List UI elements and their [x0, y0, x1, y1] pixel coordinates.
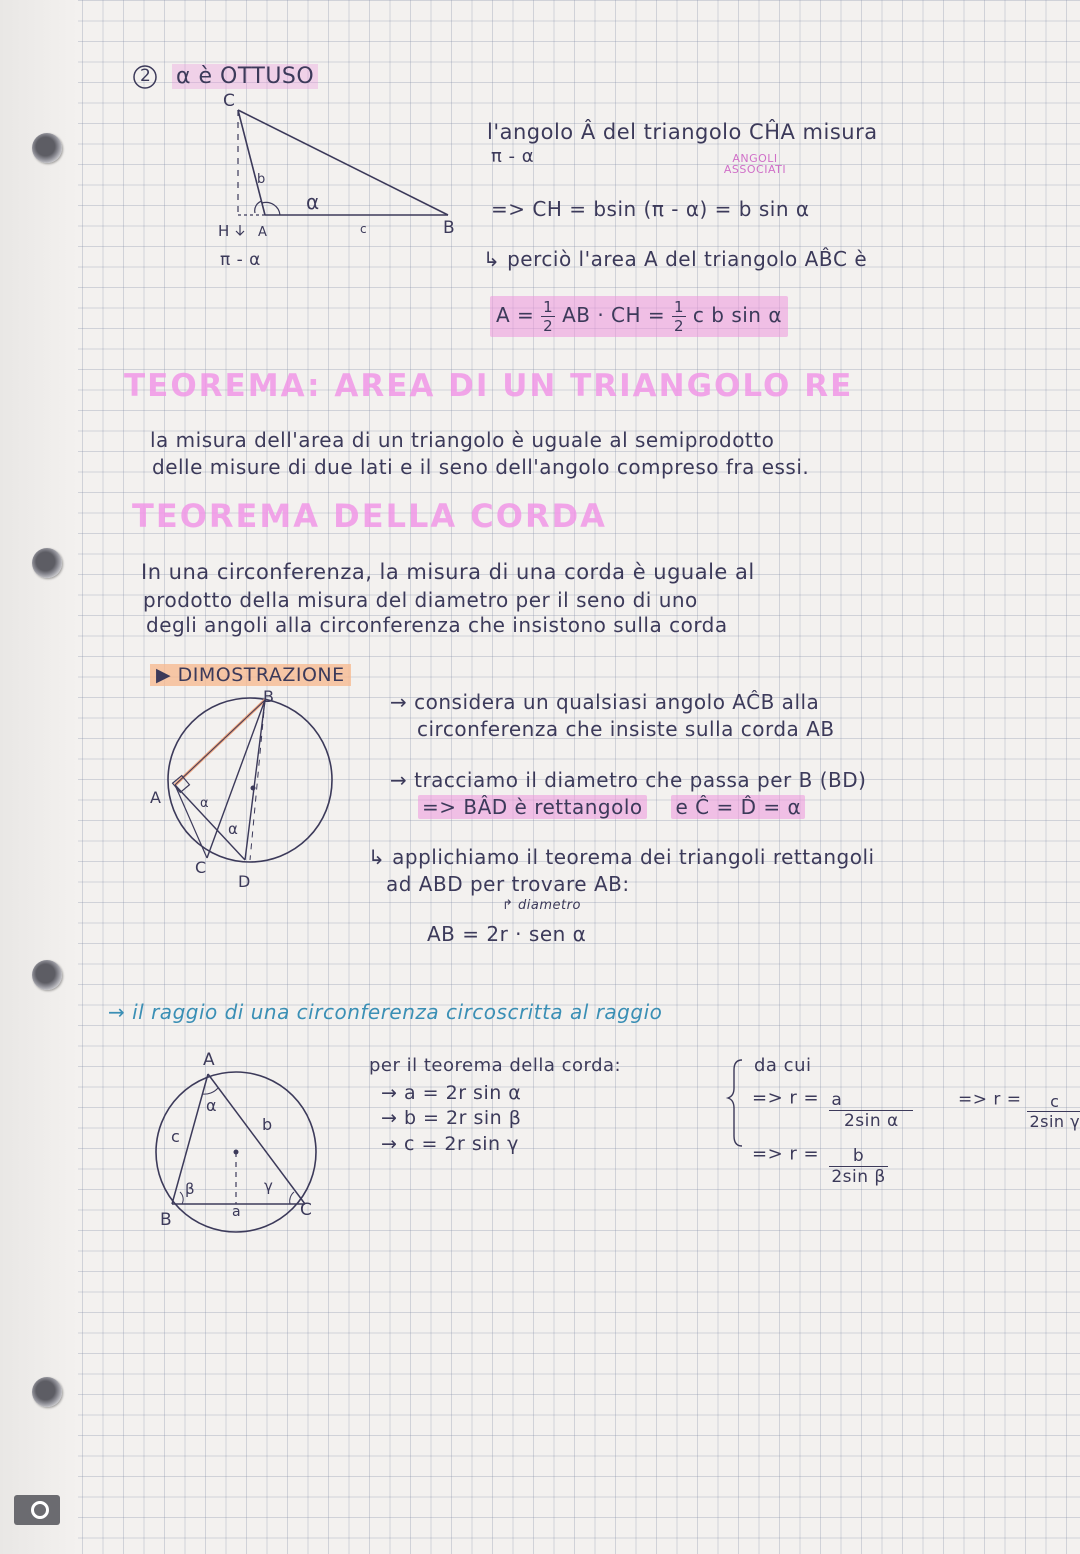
chord-vertex-b: B [263, 687, 275, 706]
demo-step-2b-pre: => BÂD è rettangolo [418, 795, 647, 819]
r3-num: c [1027, 1092, 1080, 1112]
formula-left: A = [496, 303, 535, 327]
vertex-label-h: H [218, 222, 230, 240]
r-result-1 [752, 1078, 913, 1131]
chord-circle-diagram [155, 690, 355, 890]
diameter-note: ↱ diametro [502, 898, 581, 913]
circ-vertex-a: A [203, 1050, 216, 1070]
binder-hole [32, 133, 62, 163]
binder-hole [32, 1377, 62, 1407]
demo-step-3b: ad ABD per trovare AB: [386, 872, 630, 896]
chord-theorem-line-2: prodotto della misura del diametro per il seno di uno [143, 588, 698, 612]
demo-step-3a: ↳ applichiamo il teorema dei triangoli rettangoli [368, 845, 875, 869]
side-label-c: c [360, 222, 368, 236]
vertex-label-b: B [443, 218, 456, 238]
r3-pre: => r = [958, 1089, 1022, 1110]
r2-pre: => r = [752, 1143, 820, 1165]
r2-den: 2sin β [831, 1167, 886, 1187]
associated-angles-note: ANGOLI ASSOCIATI [723, 152, 787, 176]
formula-right: c b sin α [692, 303, 783, 327]
area-theorem-line-2: delle misure di due lati e il seno dell'angolo compreso fra essi. [152, 455, 810, 479]
demo-step-1a: → considera un qualsiasi angolo AĈB alla [390, 690, 820, 714]
section-heading: α è OTTUSO [172, 64, 318, 89]
radius-eq-1: → a = 2r sin α [381, 1082, 522, 1104]
circ-angle-alpha: α [206, 1096, 218, 1115]
r1-num: a [829, 1090, 913, 1111]
area-theorem-line-1: la misura dell'area di un triangolo è uguale al semiprodotto [150, 428, 775, 452]
chord-angle-alpha-2: α [228, 820, 239, 838]
section-number: 2 [140, 66, 152, 86]
r1-den: 2sin α [843, 1111, 899, 1131]
formula-frac-den-2: 2 [674, 317, 685, 335]
obtuse-line-1: l'angolo Â del triangolo CĤA misura [487, 120, 878, 144]
radius-intro: per il teorema della corda: [369, 1055, 622, 1076]
circ-vertex-b: B [160, 1210, 173, 1230]
demo-step-2a: → tracciamo il diametro che passa per B (BD) [390, 768, 867, 792]
curly-brace-icon [728, 1058, 748, 1148]
angle-label-pi-alpha: π - α [220, 250, 261, 270]
notebook-logo-icon [14, 1495, 60, 1525]
area-formula [490, 296, 788, 337]
chord-angle-alpha-1: α [200, 796, 210, 811]
chord-vertex-c: C [195, 858, 207, 877]
vertex-label-a: A [258, 225, 268, 240]
circ-side-a: a [232, 1204, 242, 1220]
formula-frac-num: 1 [543, 298, 554, 316]
circ-angle-beta: β [185, 1180, 196, 1198]
circ-vertex-c: C [300, 1200, 313, 1220]
da-cui: da cui [754, 1055, 812, 1076]
radius-heading: → il raggio di una circonferenza circoscritta al raggio [108, 1000, 663, 1024]
r2-num: b [829, 1146, 887, 1167]
r1-pre: => r = [752, 1087, 820, 1109]
formula-mid: AB · CH = [562, 303, 666, 327]
obtuse-line-4: ↳ perciò l'area A del triangolo AB̂C è [483, 247, 868, 271]
chord-vertex-d: D [238, 872, 251, 891]
circ-angle-gamma: γ [264, 1177, 274, 1195]
demonstration-label: ▶ DIMOSTRAZIONE [150, 664, 351, 686]
obtuse-line-3: => CH = bsin (π - α) = b sin α [491, 197, 810, 221]
binder-hole [32, 960, 62, 990]
notebook-margin [0, 0, 78, 1554]
demo-result: AB = 2r · sen α [427, 922, 587, 946]
radius-eq-2: → b = 2r sin β [381, 1107, 522, 1129]
radius-eq-3: → c = 2r sin γ [381, 1133, 519, 1155]
side-label-b: b [257, 172, 266, 187]
area-theorem-title: TEOREMA: AREA DI UN TRIANGOLO RE [124, 368, 854, 404]
angle-label-alpha: α [306, 190, 320, 214]
r-result-3 [958, 1080, 1080, 1131]
demo-step-1b: circonferenza che insiste sulla corda AB [417, 717, 835, 741]
r3-den: 2sin γ [1029, 1112, 1080, 1131]
vertex-label-c: C [223, 91, 236, 111]
obtuse-triangle-diagram [200, 95, 460, 245]
binder-hole [32, 548, 62, 578]
formula-frac-den: 2 [543, 317, 554, 335]
demo-step-2b [418, 795, 805, 819]
chord-theorem-line-1: In una circonferenza, la misura di una corda è uguale al [141, 560, 755, 584]
obtuse-line-2: π - α [491, 146, 535, 167]
chord-theorem-line-3: degli angoli alla circonferenza che insistono sulla corda [146, 613, 728, 637]
r-result-2 [752, 1134, 888, 1187]
chord-theorem-title: TEOREMA DELLA CORDA [132, 497, 607, 535]
circ-side-b: b [262, 1115, 273, 1134]
circ-side-c: c [171, 1127, 181, 1146]
chord-vertex-a: A [150, 788, 162, 807]
formula-frac-num-2: 1 [674, 298, 685, 316]
demo-step-2b-post: e Ĉ = D̂ = α [671, 795, 805, 819]
